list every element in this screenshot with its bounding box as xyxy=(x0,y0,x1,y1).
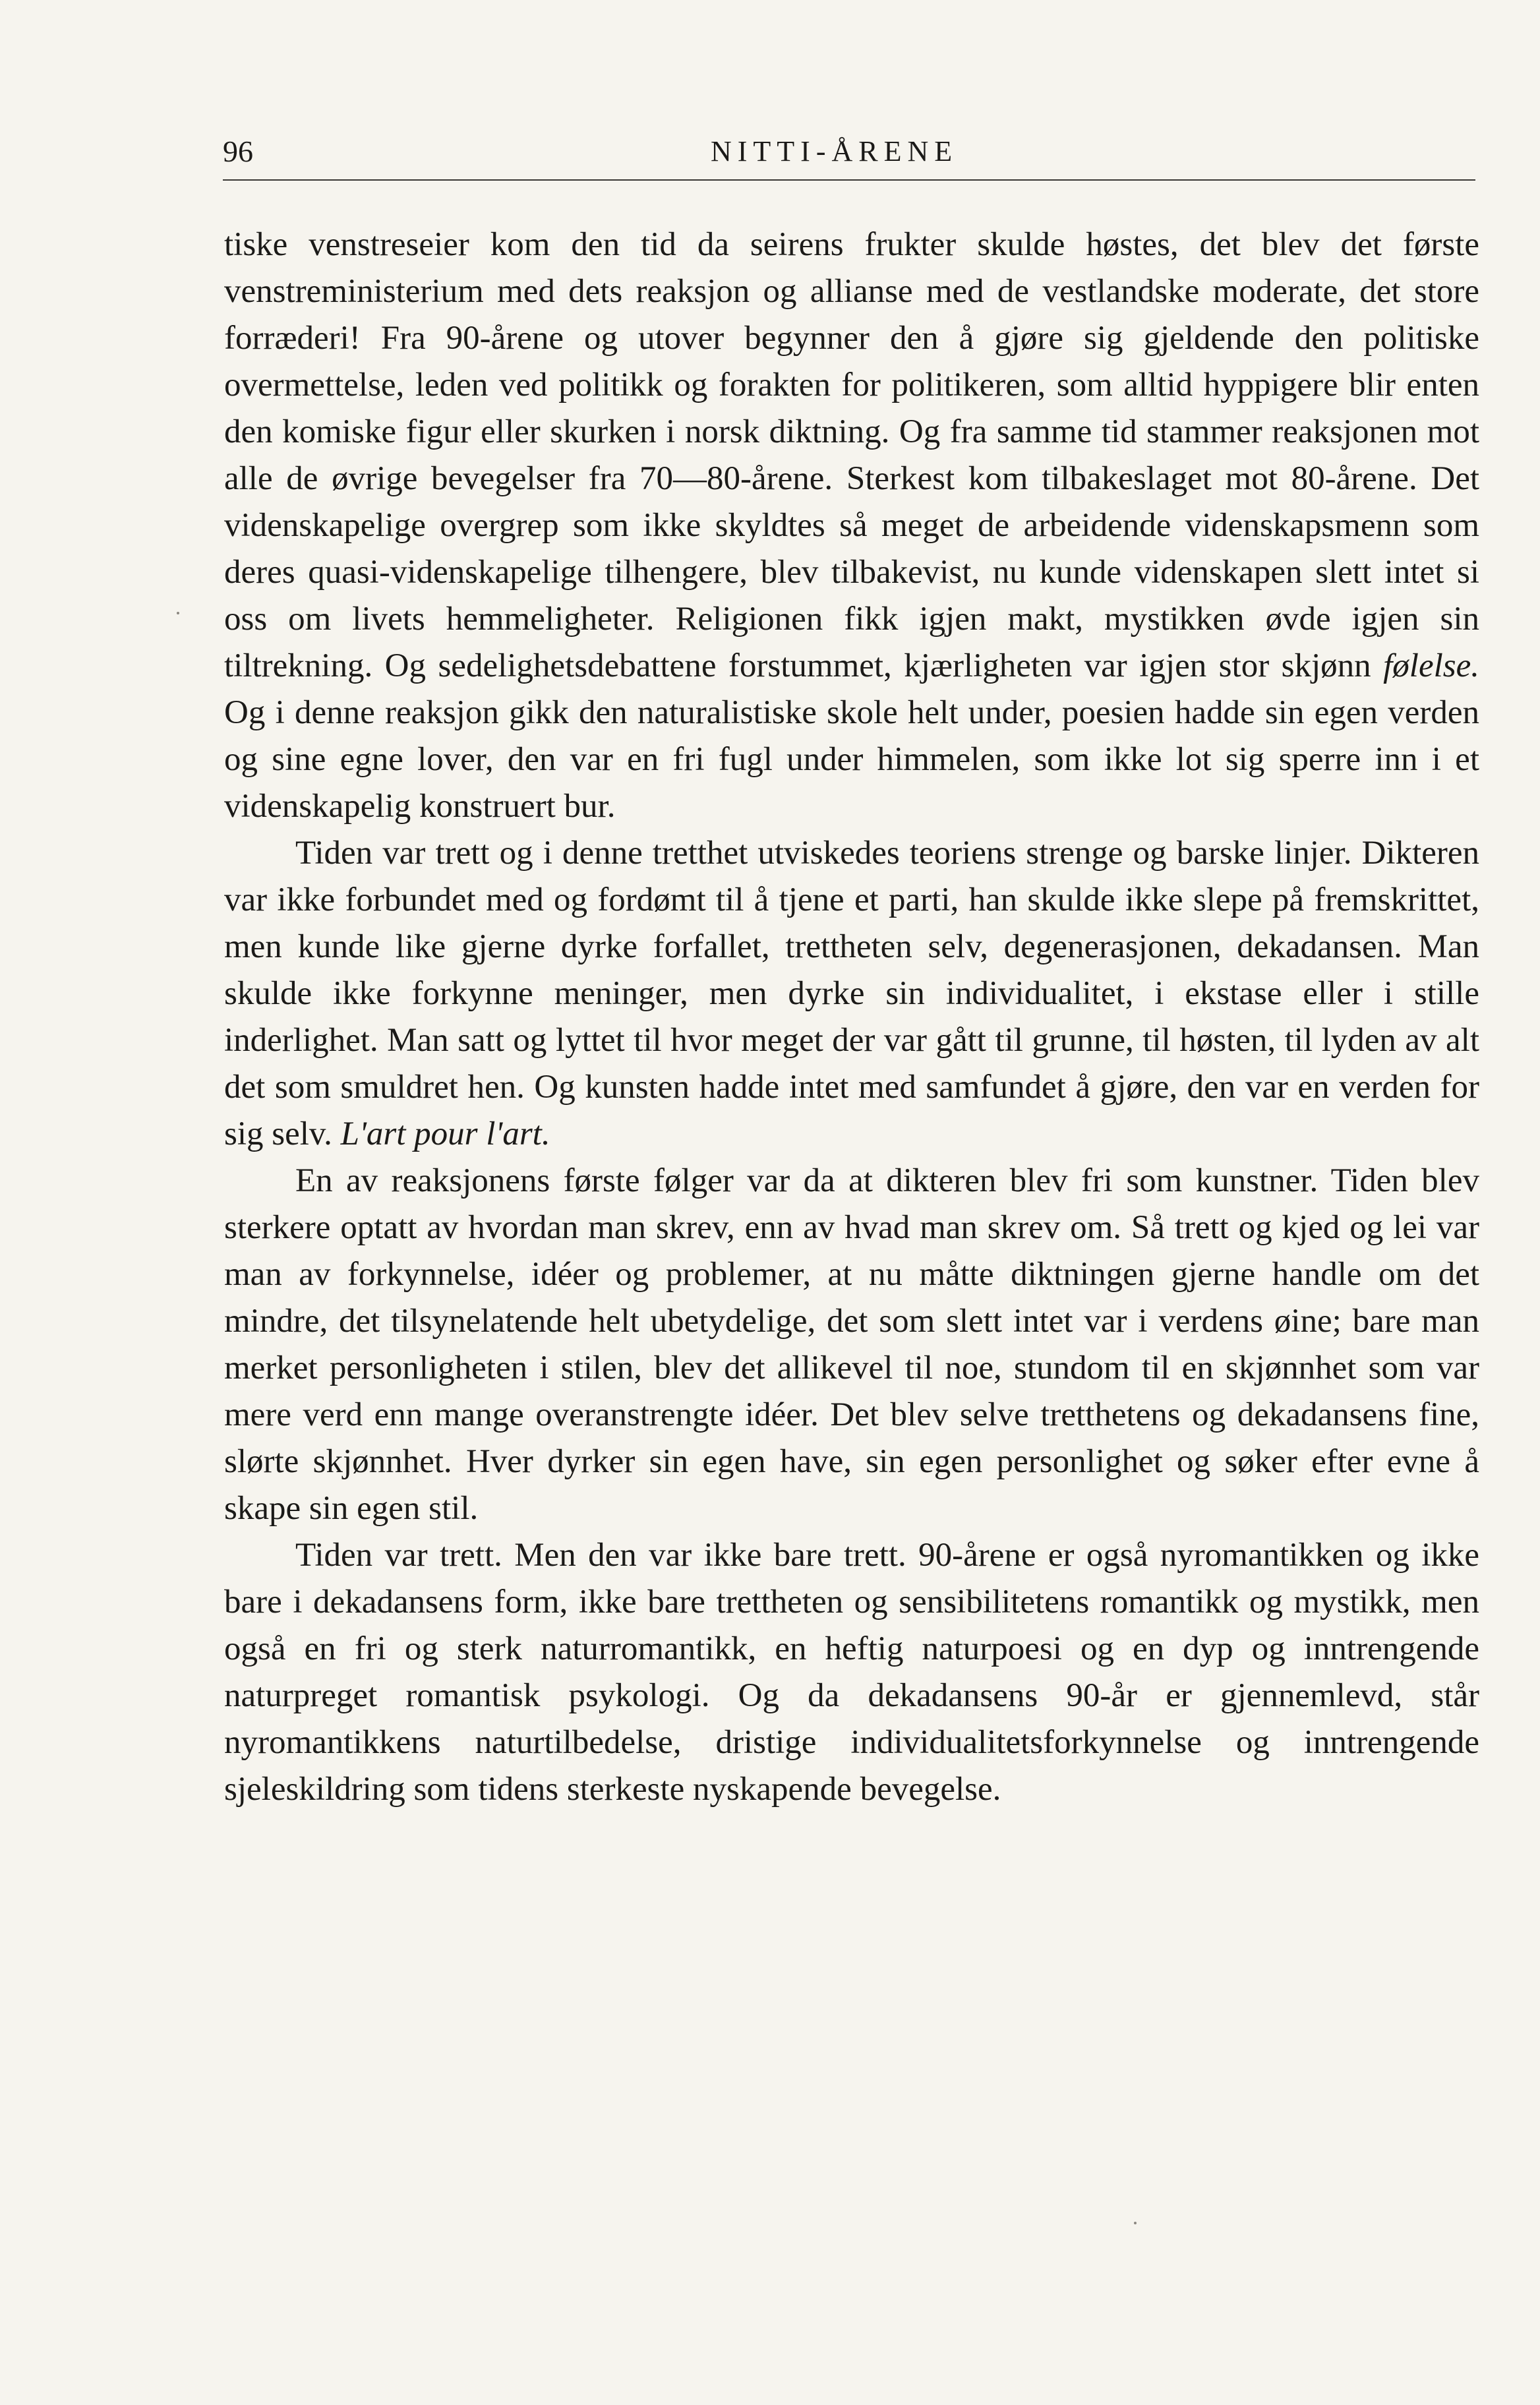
paragraph-3 xyxy=(224,1158,1479,1532)
paragraph-2-italic: L'art pour l'art. xyxy=(340,1115,550,1152)
paper-speck xyxy=(1134,2222,1137,2224)
paragraph-3-text: En av reaksjonens første følger var da at dikteren blev fri som kunstner. Tiden blev sterkere optatt av hvordan man skrev, enn av hvad man skrev om. Så trett og kjed og lei var man av forkynnelse, idéer og problemer, at nu måtte diktningen gjerne handle om det mindre, det tilsynelatende helt ubetydelige, det som slett intet var i verdens øine; bare man merket personligheten i stilen, blev det allikevel til noe, stundom til en skjønnhet som var mere verd enn mange overanstrengte idéer. Det blev selve tretthetens og dekadansens fine, slørte skjønnhet. Hver dyrker sin egen have, sin egen personlighet og søker efter evne å skape sin egen stil. xyxy=(224,1162,1479,1527)
running-title: NITTI-ÅRENE xyxy=(711,135,959,167)
paragraph-4 xyxy=(224,1532,1479,1813)
paragraph-1-text: tiske venstreseier kom den tid da seirens frukter skulde høstes, det blev det første venstreministerium med dets reaksjon og allianse med de vestlandske moderate, det store forræderi! Fra 90-årene og utover begynner den å gjøre sig gjeldende den politiske overmettelse, leden ved politikk og forakten for politikeren, som alltid hyppigere blir enten den komiske figur eller skurken i norsk diktning. Og fra samme tid stammer reaksjonen mot alle de øvrige bevegelser fra 70—80-årene. Sterkest kom tilbakeslaget mot 80-årene. Det videnskapelige overgrep som ikke skyldtes så meget de arbeidende videnskapsmenn som deres quasi-videnskapelige tilhengere, blev tilbakevist, nu kunde videnskapen slett intet si oss om livets hemmeligheter. Religionen fikk igjen makt, mystikken øvde igjen sin tiltrekning. Og sedelighetsdebattene forstummet, kjærligheten var igjen stor skjønn xyxy=(224,226,1479,684)
paragraph-2 xyxy=(224,830,1479,1158)
header-rule xyxy=(223,179,1475,181)
paragraph-1-italic: følelse. xyxy=(1383,647,1480,684)
running-head xyxy=(223,129,1475,175)
paragraph-2-text: Tiden var trett og i denne tretthet utviskedes teoriens strenge og barske linjer. Dikteren var ikke forbundet med og fordømt til å tjene et parti, han skulde ikke slepe på fremskrittet, men kunde like gjerne dyrke forfallet, trettheten selv, degenerasjonen, dekadansen. Man skulde ikke forkynne meninger, men dyrke sin individualitet, i ekstase eller i stille inderlighet. Man satt og lyttet til hvor meget der var gått til grunne, til høsten, til lyden av alt det som smuldret hen. Og kunsten hadde intet med samfundet å gjøre, den var en verden for sig selv. xyxy=(224,835,1479,1152)
paper-speck xyxy=(177,612,179,614)
page-number: 96 xyxy=(223,134,253,168)
paragraph-1 xyxy=(224,222,1479,830)
body-text xyxy=(224,222,1479,1813)
paragraph-1-text-after: Og i denne reaksjon gikk den naturalistiske skole helt under, poesien hadde sin egen verden og sine egne lover, den var en fri fugl under himmelen, som ikke lot sig sperre inn i et videnskapelig konstruert bur. xyxy=(224,694,1479,825)
paragraph-4-text: Tiden var trett. Men den var ikke bare trett. 90-årene er også nyromantikken og ikke bare i dekadansens form, ikke bare trettheten og sensibilitetens romantikk og mystikk, men også en fri og sterk naturromantikk, en heftig naturpoesi og en dyp og inntrengende naturpreget romantisk psykologi. Og da dekadansens 90-år er gjennemlevd, står nyromantikkens naturtilbedelse, dristige individualitetsforkynnelse og inntrengende sjeleskildring som tidens sterkeste nyskapende bevegelse. xyxy=(224,1537,1479,1808)
